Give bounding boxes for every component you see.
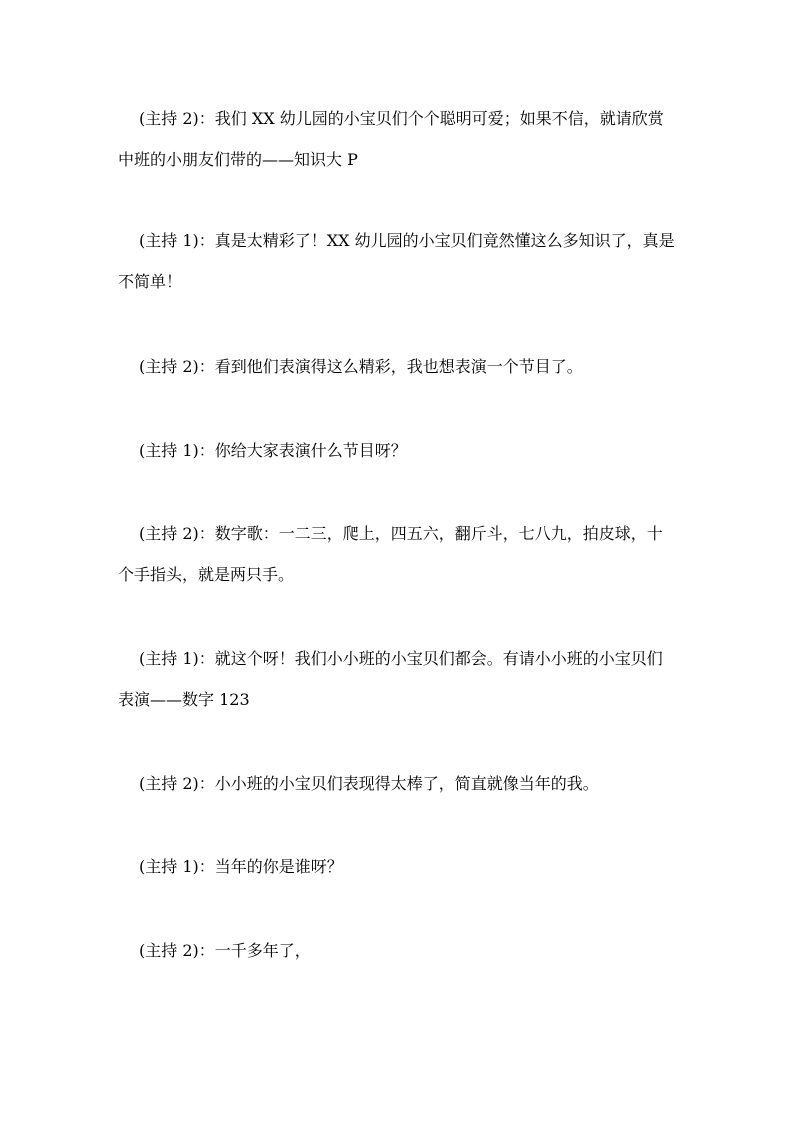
paragraph-host2-thousand-years: (主持 2)：一千多年了， [139,941,311,960]
paragraph-host2-intro: (主持 2)：我们 XX 幼儿园的小宝贝们个个聪明可爱；如果不信，就请欣赏中班的小朋友们带的——知识大 P [118,109,664,169]
paragraph-host1-praise: (主持 1)：真是太精彩了！XX 幼儿园的小宝贝们竟然懂这么多知识了，真是不简单！ [118,231,675,291]
paragraph-host2-great-performance: (主持 2)：小小班的小宝贝们表现得太棒了，简直就像当年的我。 [139,774,599,793]
paragraph-host1-who-were-you: (主持 1)：当年的你是谁呀？ [139,857,343,876]
paragraph-host2-want-perform: (主持 2)：看到他们表演得这么精彩，我也想表演一个节目了。 [139,357,583,376]
paragraph-host1-ask-program: (主持 1)：你给大家表演什么节目呀？ [139,441,407,460]
paragraph-host2-number-song: (主持 2)：数字歌：一二三，爬上，四五六，翻斤斗，七八九，拍皮球，十个手指头，就是两只手。 [118,524,663,584]
paragraph-host1-invite-class: (主持 1)：就这个呀！我们小小班的小宝贝们都会。有请小小班的小宝贝们表演——数字 123 [118,649,663,709]
